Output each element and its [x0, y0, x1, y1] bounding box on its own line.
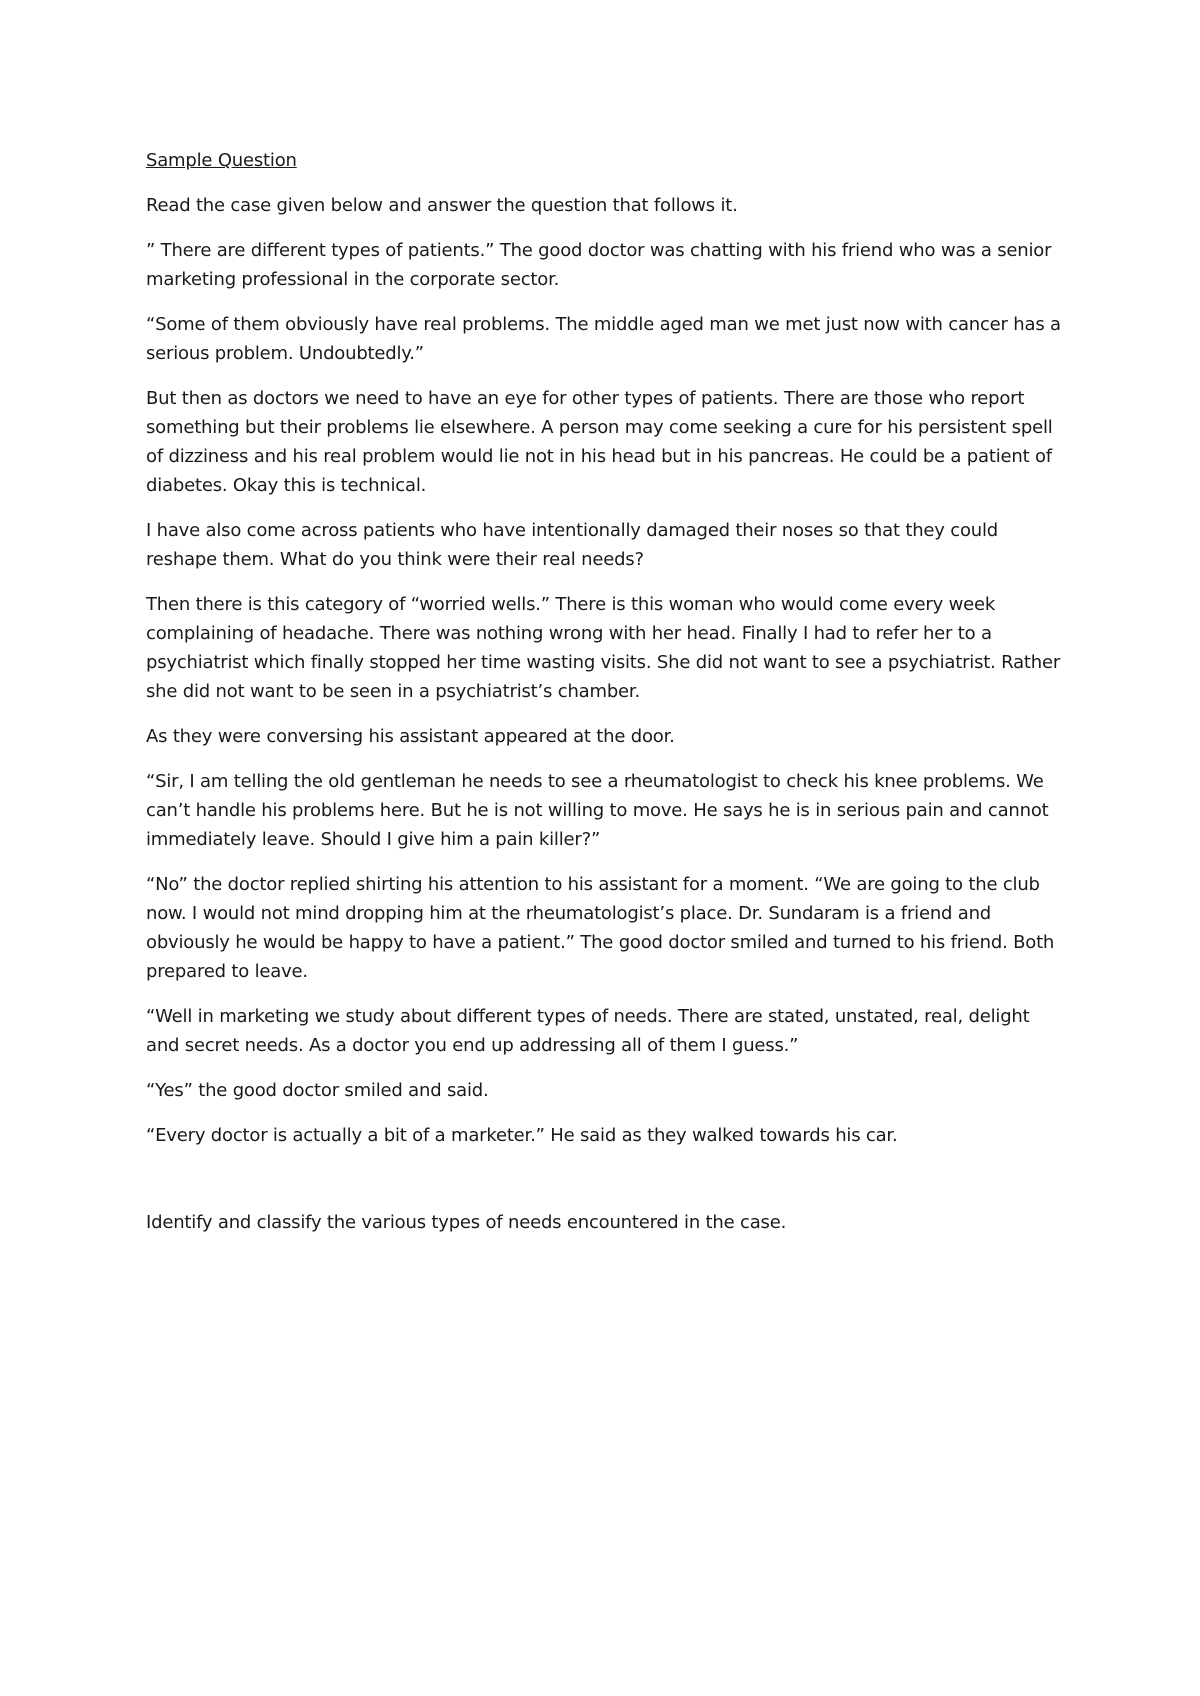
case-paragraph: I have also come across patients who have intentionally damaged their noses so that they could reshape them. What do you think were their real needs? — [146, 520, 999, 570]
case-paragraph: “Every doctor is actually a bit of a marketer.” He said as they walked towards his car. — [146, 1125, 898, 1146]
case-paragraph: ” There are different types of patients.” The good doctor was chatting with his friend who was a senior marketing professional in the corporate sector. — [146, 240, 1052, 290]
case-paragraph: But then as doctors we need to have an eye for other types of patients. There are those who report something but their problems lie elsewhere. A person may come seeking a cure for his persistent spell of dizziness and his real problem would lie not in his head but in his pancreas. He could be a patient of diabetes. Okay this is technical. — [146, 388, 1053, 496]
case-paragraph: “Yes” the good doctor smiled and said. — [146, 1080, 489, 1101]
page-title: Sample Question — [146, 150, 297, 171]
case-paragraph: “Well in marketing we study about different types of needs. There are stated, unstated, real, delight and secret needs. As a doctor you end up addressing all of them I guess.” — [146, 1006, 1030, 1056]
case-paragraph: “Some of them obviously have real problems. The middle aged man we met just now with cancer has a serious problem. Undoubtedly.” — [146, 314, 1061, 364]
case-paragraph: “Sir, I am telling the old gentleman he needs to see a rheumatologist to check his knee problems. We can’t handle his problems here. But he is not willing to move. He says he is in serious pain and cannot immediately leave. Should I give him a pain killer?” — [146, 771, 1049, 850]
question-text: Identify and classify the various types of needs encountered in the case. — [146, 1212, 787, 1233]
case-paragraph: Then there is this category of “worried wells.” There is this woman who would come every week complaining of headache. There was nothing wrong with her head. Finally I had to refer her to a psychiatrist which finally stopped her time wasting visits. She did not want to see a psychiatrist. Rather she did not want to be seen in a psychiatrist’s chamber. — [146, 594, 1061, 702]
instruction-paragraph: Read the case given below and answer the question that follows it. — [146, 195, 738, 216]
case-paragraph: “No” the doctor replied shirting his attention to his assistant for a moment. “We are going to the club now. I would not mind dropping him at the rheumatologist’s place. Dr. Sundaram is a friend and obviously he would be happy to have a patient.” The good doctor smiled and turned to his friend. Both prepared to leave. — [146, 874, 1055, 982]
case-paragraph: As they were conversing his assistant appeared at the door. — [146, 726, 675, 747]
document-body — [146, 146, 1066, 1253]
